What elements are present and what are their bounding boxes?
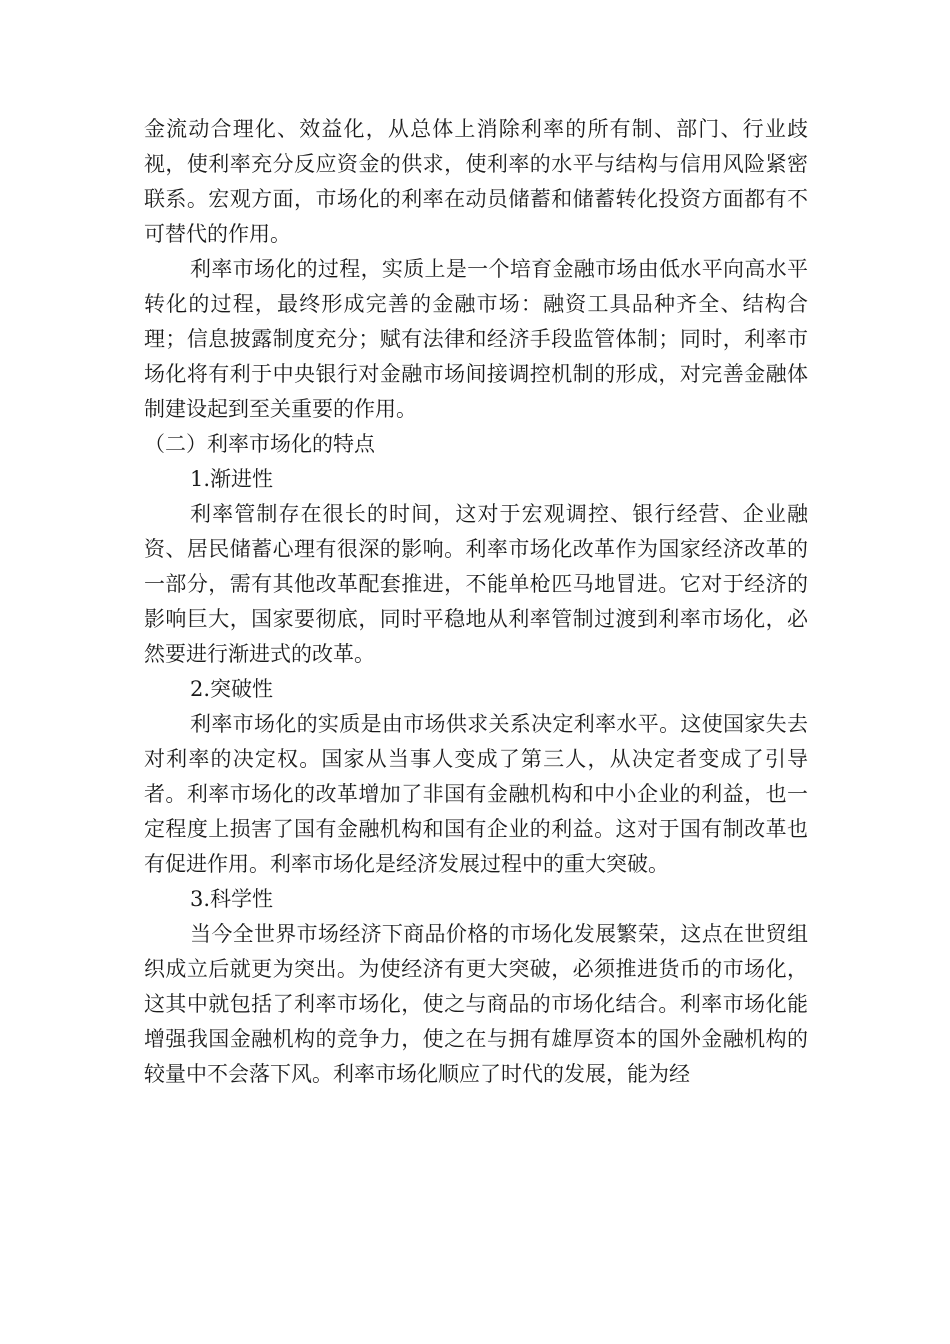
- paragraph-gradual: 利率管制存在很长的时间，这对于宏观调控、银行经营、企业融资、居民储蓄心理有很深的影响。利率市场化改革作为国家经济改革的一部分，需有其他改革配套推进，不能单枪匹马地冒进。它对于经济的影响巨大，国家要彻底，同时平稳地从利率管制过渡到利率市场化，必然要进行渐进式的改革。: [144, 502, 808, 666]
- document-body: [144, 112, 808, 1092]
- subheading-gradual: 1.渐进性: [190, 467, 274, 491]
- subheading-scientific: 3.科学性: [190, 887, 274, 911]
- paragraph-market-process: 利率市场化的过程，实质上是一个培育金融市场由低水平向高水平转化的过程，最终形成完善的金融市场：融资工具品种齐全、结构合理；信息披露制度充分；赋有法律和经济手段监管体制；同时，利率市场化将有利于中央银行对金融市场间接调控机制的形成，对完善金融体制建设起到至关重要的作用。: [144, 257, 808, 421]
- subheading-breakthrough: 2.突破性: [190, 677, 274, 701]
- paragraph-continuation: 金流动合理化、效益化，从总体上消除利率的所有制、部门、行业歧视，使利率充分反应资金的供求，使利率的水平与结构与信用风险紧密联系。宏观方面，市场化的利率在动员储蓄和储蓄转化投资方面都有不可替代的作用。: [144, 117, 808, 246]
- section-heading-features: （二）利率市场化的特点: [144, 432, 375, 456]
- paragraph-breakthrough: 利率市场化的实质是由市场供求关系决定利率水平。这使国家失去对利率的决定权。国家从当事人变成了第三人，从决定者变成了引导者。利率市场化的改革增加了非国有金融机构和中小企业的利益，也一定程度上损害了国有金融机构和国有企业的利益。这对于国有制改革也有促进作用。利率市场化是经济发展过程中的重大突破。: [144, 712, 808, 876]
- paragraph-scientific: 当今全世界市场经济下商品价格的市场化发展繁荣，这点在世贸组织成立后就更为突出。为使经济有更大突破，必须推进货币的市场化，这其中就包括了利率市场化，使之与商品的市场化结合。利率市场化能增强我国金融机构的竞争力，使之在与拥有雄厚资本的国外金融机构的较量中不会落下风。利率市场化顺应了时代的发展，能为经: [144, 922, 808, 1086]
